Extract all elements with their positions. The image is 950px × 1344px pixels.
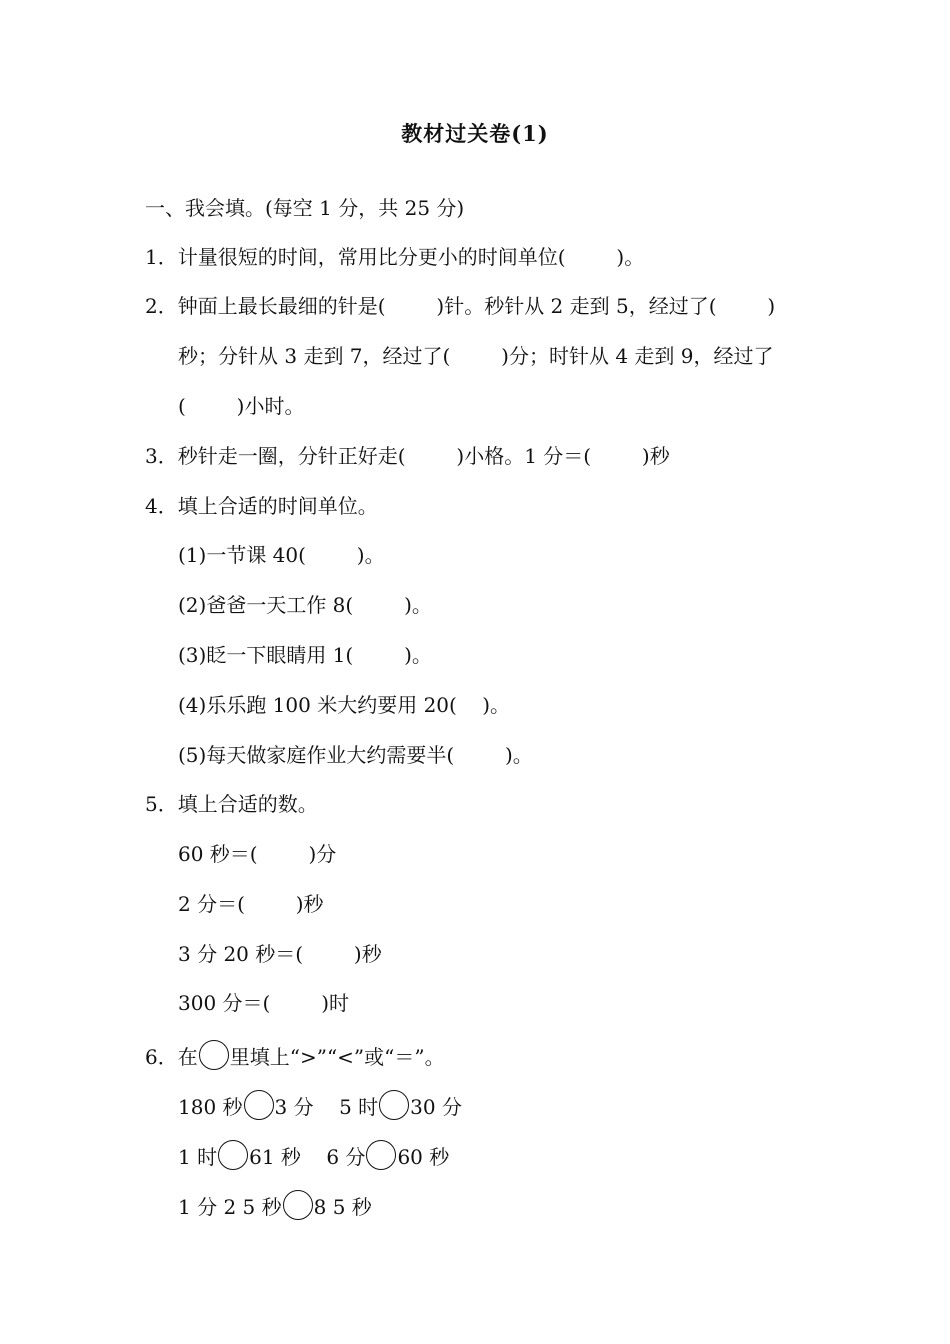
- question-5-item: 3 分 20 秒＝( )秒: [178, 942, 382, 966]
- compare-right: 8 5 秒: [313, 1195, 372, 1219]
- question-3: 3．秒针走一圈，分针正好走( )小格。1 分＝( )秒: [145, 444, 670, 468]
- compare-right: 60 秒: [397, 1145, 450, 1169]
- compare-right: 30 分: [410, 1095, 462, 1119]
- question-4-stem: 4．填上合适的时间单位。: [145, 494, 378, 518]
- page-title: 教材过关卷(1): [401, 121, 549, 146]
- compare-left: 180 秒: [178, 1095, 243, 1119]
- question-5-item: 300 分＝( )时: [178, 991, 349, 1015]
- section-heading: 一、我会填。(每空 1 分，共 25 分): [145, 196, 465, 220]
- question-4-item: (5)每天做家庭作业大约需要半( )。: [178, 743, 533, 767]
- question-6-stem: [145, 1040, 445, 1070]
- question-6-stem-before: 6．在: [145, 1045, 198, 1069]
- question-2-line-3: ( )小时。: [178, 394, 305, 418]
- compare-right: 61 秒: [249, 1145, 301, 1169]
- compare-circle-blank[interactable]: [366, 1140, 396, 1170]
- compare-row-2: [178, 1140, 449, 1170]
- compare-left: 6 分: [326, 1145, 366, 1169]
- compare-circle-blank[interactable]: [218, 1140, 248, 1170]
- question-2-line-2: 秒；分针从 3 走到 7，经过了( )分；时针从 4 走到 9，经过了: [178, 344, 774, 368]
- compare-circle-blank[interactable]: [379, 1090, 409, 1120]
- compare-row-3: [178, 1190, 372, 1220]
- question-6-stem-after: 里填上“>”“<”或“＝”。: [229, 1045, 445, 1069]
- question-1: 1．计量很短的时间，常用比分更小的时间单位( )。: [145, 245, 645, 269]
- compare-circle-blank[interactable]: [199, 1040, 229, 1070]
- question-4-item: (1)一节课 40( )。: [178, 543, 385, 567]
- compare-right: 3 分: [274, 1095, 314, 1119]
- question-5-stem: 5．填上合适的数。: [145, 792, 318, 816]
- question-2-line-1: 2．钟面上最长最细的针是( )针。秒针从 2 走到 5，经过了( ): [145, 294, 776, 318]
- question-4-item: (2)爸爸一天工作 8( )。: [178, 593, 432, 617]
- question-5-item: 2 分＝( )秒: [178, 892, 324, 916]
- compare-left: 5 时: [339, 1095, 379, 1119]
- compare-circle-blank[interactable]: [283, 1190, 313, 1220]
- compare-left: 1 分 2 5 秒: [178, 1195, 282, 1219]
- compare-circle-blank[interactable]: [244, 1090, 274, 1120]
- question-5-item: 60 秒＝( )分: [178, 842, 337, 866]
- compare-left: 1 时: [178, 1145, 218, 1169]
- question-4-item: (3)眨一下眼睛用 1( )。: [178, 643, 432, 667]
- question-4-item: (4)乐乐跑 100 米大约要用 20( )。: [178, 693, 511, 717]
- compare-row-1: [178, 1090, 462, 1120]
